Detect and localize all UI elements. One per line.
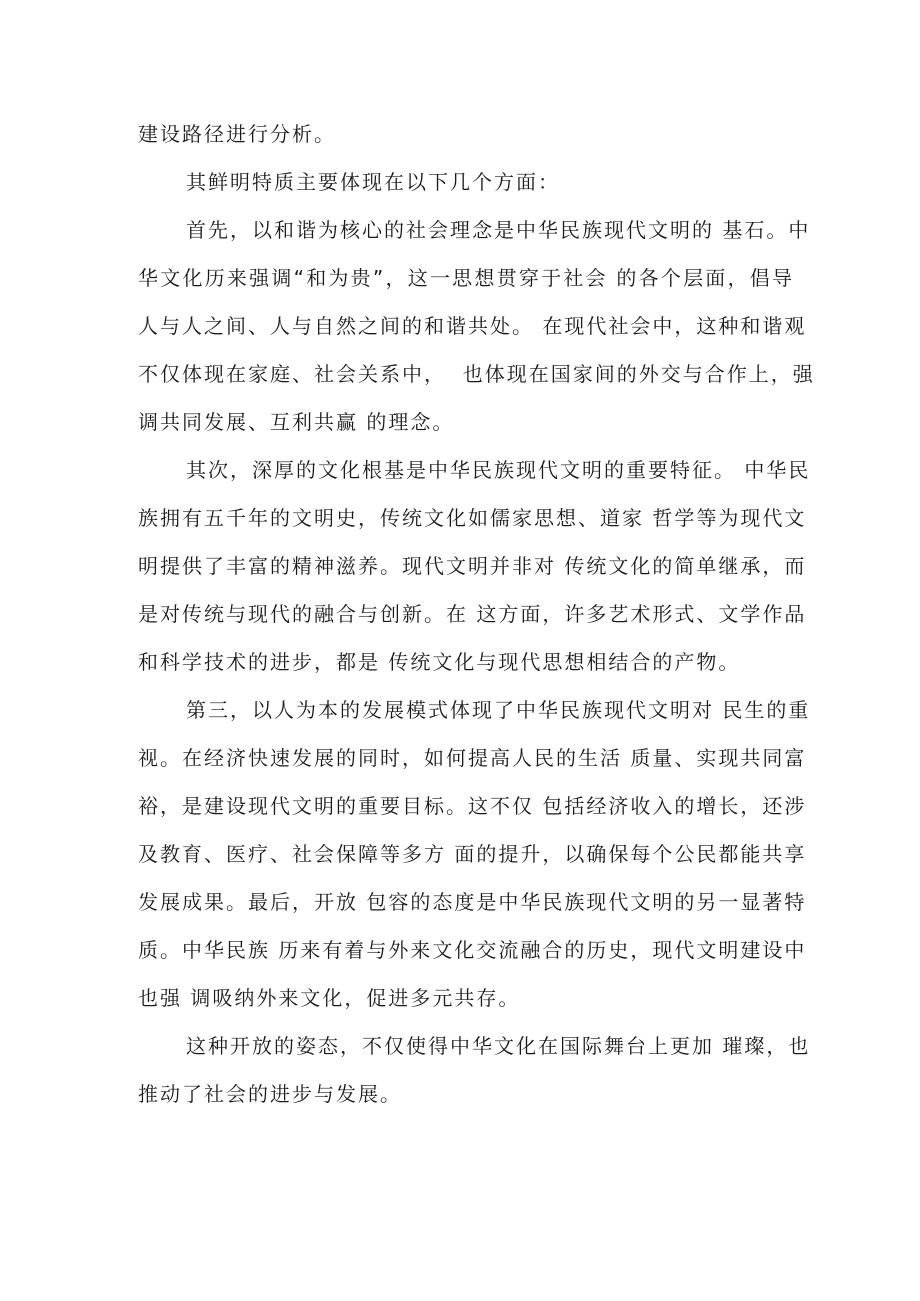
paragraph-line: 裕，是建设现代文明的重要目标。这不仅 包括经济收入的增长，还涉 [138, 794, 807, 818]
paragraph-line: 调共同发展、互利共赢 的理念。 [138, 410, 455, 434]
paragraph-line: 首先，以和谐为核心的社会理念是中华民族现代文明的 基石。中 [186, 218, 811, 242]
paragraph-line: 族拥有五千年的文明史，传统文化如儒家思想、道家 哲学等为现代文 [138, 506, 807, 530]
paragraph-line: 发展成果。最后，开放 包容的态度是中华民族现代文明的另一显著特 [138, 890, 807, 914]
paragraph-line: 和科学技术的进步，都是 传统文化与现代思想相结合的产物。 [138, 650, 741, 674]
paragraph-line: 其次，深厚的文化根基是中华民族现代文明的重要特征。 中华民 [186, 458, 811, 482]
paragraph-line: 也强 调吸纳外来文化，促进多元共存。 [138, 986, 521, 1010]
paragraph-line: 第三，以人为本的发展模式体现了中华民族现代文明对 民生的重 [186, 698, 811, 722]
document-body [138, 110, 815, 1118]
paragraph-line: 推动了社会的进步与发展。 [138, 1082, 402, 1106]
paragraph-line: 华文化历来强调“和为贵”，这一思想贯穿于社会 的各个层面，倡导 [138, 266, 794, 290]
paragraph-line: 及教育、医疗、社会保障等多方 面的提升，以确保每个公民都能共享 [138, 842, 807, 866]
paragraph-line: 质。中华民族 历来有着与外来文化交流融合的历史，现代文明建设中 [138, 938, 807, 962]
paragraph-line: 不仅体现在家庭、社会关系中， 也体现在国家间的外交与合作上，强 [138, 362, 815, 386]
paragraph-line: 是对传统与现代的融合与创新。在 这方面，许多艺术形式、文学作品 [138, 602, 807, 626]
paragraph-line: 明提供了丰富的精神滋养。现代文明并非对 传统文化的简单继承，而 [138, 554, 807, 578]
paragraph-line: 人与人之间、人与自然之间的和谐共处。 在现代社会中，这种和谐观 [138, 314, 807, 338]
paragraph-line: 其鲜明特质主要体现在以下几个方面： [186, 170, 560, 194]
paragraph-line: 建设路径进行分析。 [138, 122, 336, 146]
paragraph-line: 这种开放的姿态，不仅使得中华文化在国际舞台上更加 璀璨，也 [186, 1034, 811, 1058]
paragraph-line: 视。在经济快速发展的同时，如何提高人民的生活 质量、实现共同富 [138, 746, 807, 770]
